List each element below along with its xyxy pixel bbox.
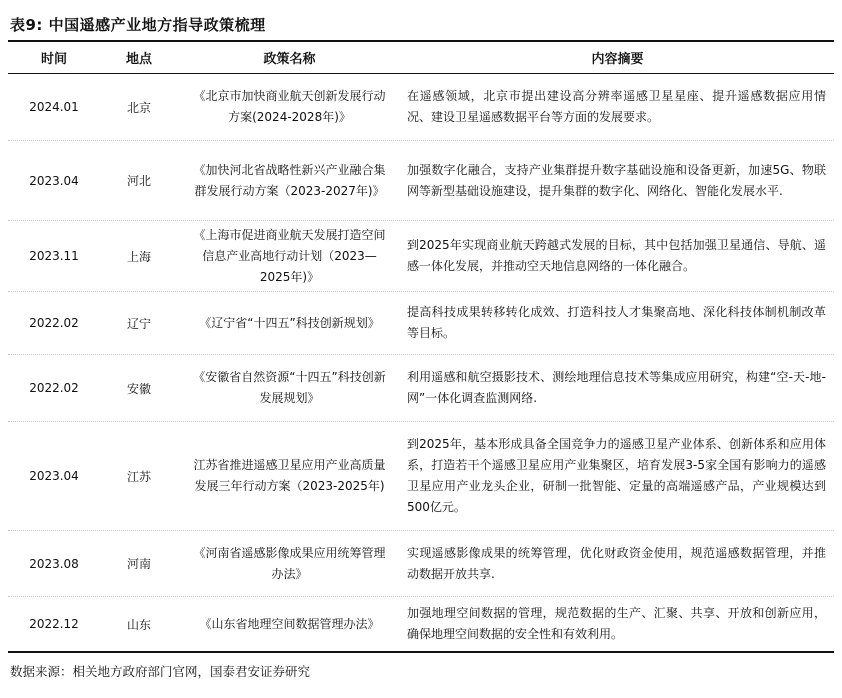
cell-policy: 江苏省推进遥感卫星应用产业高质量发展三年行动方案（2023-2025年)	[193, 458, 386, 493]
table-row	[8, 422, 834, 530]
cell-summary: 在遥感领域，北京市提出建设高分辨率遥感卫星星座、提升遥感数据应用情况、建设卫星遥感数据平台等方面的发展要求。	[407, 89, 826, 124]
cell-summary: 加强地理空间数据的管理，规范数据的生产、汇聚、共享、开放和创新应用，确保地理空间数据的安全性和有效利用。	[407, 606, 826, 641]
source-note: 数据来源：相关地方政府部门官网，国泰君安证券研究	[10, 664, 311, 679]
table-row	[8, 355, 834, 421]
cell-policy: 《安徽省自然资源“十四五”科技创新发展规划》	[193, 370, 386, 405]
cell-place: 河北	[126, 174, 151, 188]
cell-date: 2022.02	[29, 316, 79, 330]
column-header-date: 时间	[40, 52, 67, 67]
cell-summary: 利用遥感和航空摄影技术、测绘地理信息技术等集成应用研究，构建“空-天-地-网”一体化调查监测网络.	[407, 370, 826, 405]
cell-place: 河南	[126, 557, 151, 571]
cell-place: 江苏	[126, 469, 151, 484]
table-title: 表9: 中国遥感产业地方指导政策梳理	[10, 16, 266, 34]
cell-date: 2022.12	[29, 617, 79, 631]
bottom-rule	[8, 651, 834, 653]
table-row	[8, 221, 834, 291]
cell-summary: 加强数字化融合，支持产业集群提升数字基础设施和设备更新，加速5G、物联网等新型基础设施建设，提升集群的数字化、网络化、智能化发展水平.	[407, 162, 826, 198]
cell-summary: 实现遥感影像成果的统筹管理，优化财政资金使用，规范遥感数据管理，并推动数据开放共享.	[407, 545, 826, 581]
table-row	[8, 597, 834, 651]
cell-policy: 《北京市加快商业航天创新发展行动方案(2024-2028年)》	[193, 89, 386, 124]
cell-policy: 《山东省地理空间数据管理办法》	[199, 616, 380, 631]
column-header-summary: 内容摘要	[591, 52, 644, 67]
column-header-place: 地点	[125, 52, 152, 67]
cell-summary: 提高科技成果转移转化成效、打造科技人才集聚高地、深化科技体制机制改革等目标。	[407, 305, 826, 340]
table-row	[8, 74, 834, 140]
cell-place: 山东	[126, 617, 151, 632]
cell-place: 北京	[126, 100, 151, 115]
cell-date: 2022.02	[29, 381, 79, 395]
cell-place: 上海	[126, 249, 151, 264]
table-row	[8, 292, 834, 354]
cell-policy: 《上海市促进商业航天发展打造空间信息产业高地行动计划（2023—2025年)》	[193, 227, 386, 284]
cell-place: 辽宁	[126, 316, 151, 331]
cell-date: 2023.04	[29, 469, 79, 483]
column-header-policy: 政策名称	[263, 52, 316, 67]
cell-place: 安徽	[126, 381, 151, 396]
cell-policy: 《加快河北省战略性新兴产业融合集群发展行动方案（2023-2027年)》	[193, 162, 386, 198]
cell-policy: 《辽宁省“十四五”科技创新规划》	[199, 315, 380, 330]
cell-summary: 到2025年实现商业航天跨越式发展的目标，其中包括加强卫星通信、导航、遥感一体化发展，并推动空天地信息网络的一体化融合。	[407, 238, 826, 273]
table-row	[8, 141, 834, 220]
cell-date: 2023.08	[29, 556, 79, 571]
cell-summary: 到2025年，基本形成具备全国竞争力的遥感卫星产业体系、创新体系和应用体系，打造若干个遥感卫星应用产业集聚区，培育发展3-5家全国有影响力的遥感卫星应用产业龙头企业，研制一批智能、定量的高端遥感产品，产业规模达到500亿元。	[407, 437, 826, 514]
cell-date: 2023.04	[29, 173, 79, 188]
cell-policy: 《河南省遥感影像成果应用统筹管理办法》	[193, 545, 386, 581]
cell-date: 2024.01	[29, 100, 79, 114]
table-header	[8, 42, 834, 73]
table-row	[8, 531, 834, 596]
cell-date: 2023.11	[29, 249, 79, 263]
